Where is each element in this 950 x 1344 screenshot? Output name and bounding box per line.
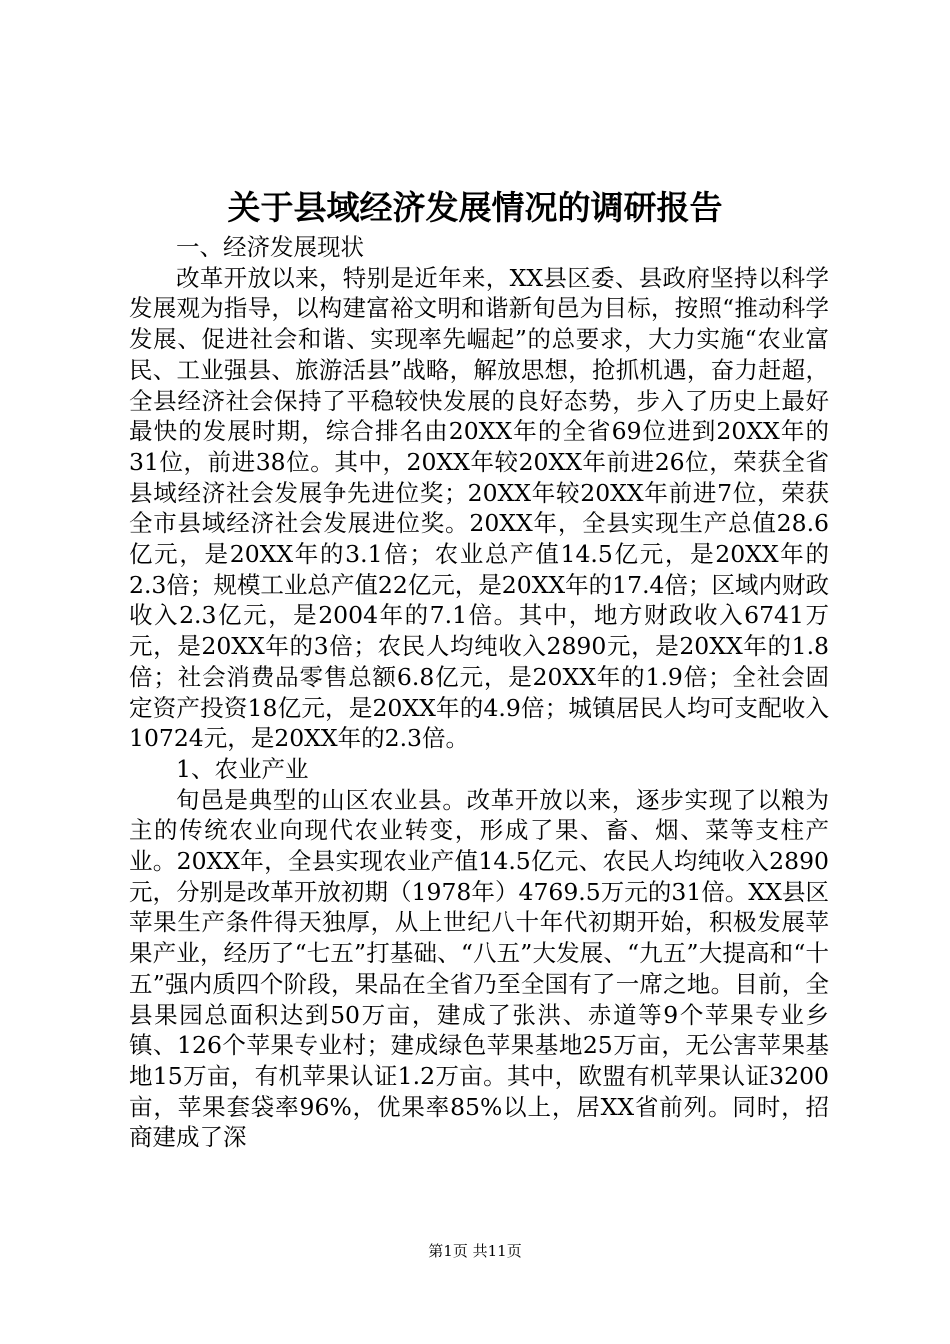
paragraph-economic-status: 改革开放以来，特别是近年来，XX县区委、县政府坚持以科学发展观为指导，以构建富裕文明和谐新旬邑为目标，按照“推动科学发展、促进社会和谐、实现率先崛起”的总要求，大力实施“农业富民、工业强县、旅游活县”战略，解放思想，抢抓机遇，奋力赶超，全县经济社会保持了平稳较快发展的良好态势，步入了历史上最好最快的发展时期，综合排名由20XX年的全省69位进到20XX年的31位，前进38位。其中，20XX年较20XX年前进26位，荣获全省县域经济社会发展争先进位奖；20XX年较20XX年前进7位，荣获全市县域经济社会发展进位奖。20XX年，全县实现生产总值28.6亿元，是20XX年的3.1倍；农业总产值14.5亿元，是20XX年的2.3倍；规模工业总产值22亿元，是20XX年的17.4倍；区域内财政收入2.3亿元，是2004年的7.1倍。其中，地方财政收入6741万元，是20XX年的3倍；农民人均纯收入2890元，是20XX年的1.8倍；社会消费品零售总额6.8亿元，是20XX年的1.9倍；全社会固定资产投资18亿元，是20XX年的4.9倍；城镇居民人均可支配收入10724元，是20XX年的2.3倍。: [129, 263, 829, 753]
section-heading-economic-status: 一、经济发展现状: [176, 233, 364, 261]
document-body: [129, 232, 829, 1153]
section-heading-agriculture: 1、农业产业: [176, 754, 309, 783]
paragraph-agriculture: 旬邑是典型的山区农业县。改革开放以来，逐步实现了以粮为主的传统农业向现代农业转变，形成了果、畜、烟、菜等支柱产业。20XX年，全县实现农业产值14.5亿元、农民人均纯收入2890元，分别是改革开放初期（1978年）4769.5万元的31倍。XX县区苹果生产条件得天独厚，从上世纪八十年代初期开始，积极发展苹果产业，经历了“七五”打基础、“八五”大发展、“九五”大提高和“十五”强内质四个阶段，果品在全省乃至全国有了一席之地。目前，全县果园总面积达到50万亩，建成了张洪、赤道等9个苹果专业乡镇、126个苹果专业村；建成绿色苹果基地25万亩，无公害苹果基地15万亩，有机苹果认证1.2万亩。其中，欧盟有机苹果认证3200亩，苹果套袋率96%，优果率85%以上，居XX省前列。同时，招商建成了深: [129, 785, 829, 1152]
document-title: 关于县域经济发展情况的调研报告: [227, 188, 723, 227]
page-footer: 第1页 共11页: [428, 1242, 522, 1260]
